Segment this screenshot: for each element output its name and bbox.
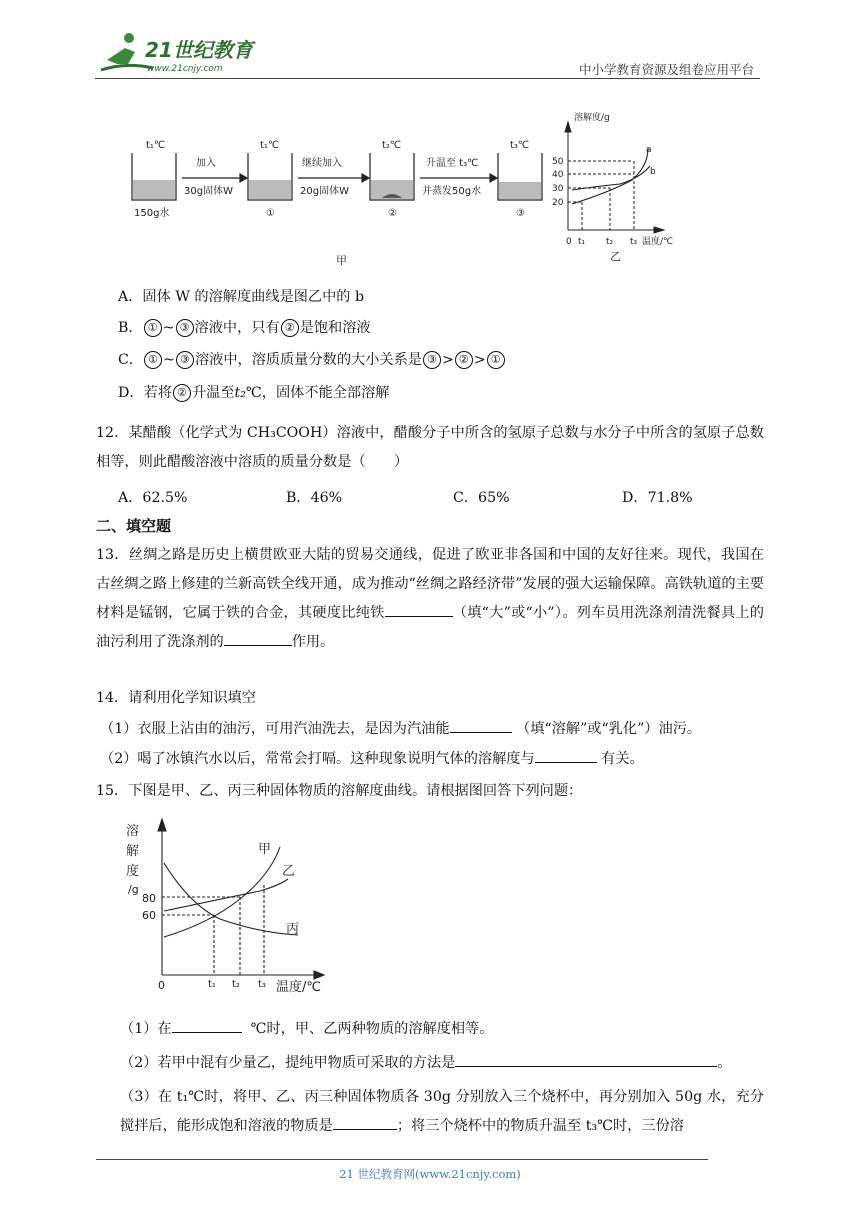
q15-blank-3 <box>333 1115 397 1130</box>
q14-sub-1: （1）衣服上沾由的油污，可用汽油洗去，是因为汽油能 （填“溶解”或“乳化”）油污。 <box>100 718 701 739</box>
yi-ytick-20: 20 <box>552 198 564 208</box>
page-footer[interactable]: 21 世纪教育网(www.21cnjy.com) <box>339 1167 521 1181</box>
yi-xlabel: 温度/℃ <box>642 237 674 247</box>
curve-b <box>572 166 650 190</box>
q15-sub-3: （3）在 t₁℃时，将甲、乙、丙三种固体物质各 30g 分别放入三个烧杯中，再分别加入 50g 水，充分搅拌后，能形成饱和溶液的物质是 ；将三个烧杯中的物质升温至 t₃℃时，三份溶 <box>120 1089 764 1134</box>
figure-jia-yi <box>120 108 700 273</box>
b0-temp: t₁℃ <box>146 140 166 151</box>
q15-xlabel: 温度/℃ <box>276 980 321 995</box>
q15-ylabel-4: /g <box>128 883 139 896</box>
q15-sub-2: （2）若甲中混有少量乙，提纯甲物质可采取的方法是 。 <box>120 1052 732 1073</box>
yi-curve-b-label: b <box>650 167 656 177</box>
q14-blank-2 <box>535 748 597 763</box>
q12-option-b: B．46% <box>286 490 343 506</box>
q12-stem: 12．某醋酸（化学式为 CH₃COOH）溶液中，醋酸分子中所含的氢原子总数与水分子中所含的氢原子总数相等，则此醋酸溶液中溶质的质量分数是（ ） <box>96 425 764 470</box>
arrow2-top: 继续加入 <box>302 158 342 169</box>
q14-stem: 14．请利用化学知识填空 <box>96 690 256 706</box>
yi-ytick-40: 40 <box>552 170 564 180</box>
logo-sub-text: www.21cnjy.com <box>147 64 223 74</box>
arrow1-top: 加入 <box>196 158 216 169</box>
section-heading: 二、填空题 <box>96 517 172 535</box>
q15-xtick-t3: t₃ <box>258 979 266 990</box>
yi-ylabel: 溶解度/g <box>574 113 610 123</box>
q15-stem: 15．下图是甲、乙、丙三种固体物质的溶解度曲线。请根据图回答下列问题： <box>96 783 583 799</box>
q15-ylabel-3: 度 <box>126 864 140 879</box>
logo-main-text: 21世纪教育 <box>145 38 253 62</box>
q15-ylabel-1: 溶 <box>126 824 140 839</box>
q15-curve-bing-label: 丙 <box>286 922 300 937</box>
page-header <box>95 30 760 79</box>
q15-curve-jia-label: 甲 <box>258 842 272 857</box>
q13-blank-1 <box>385 602 453 617</box>
figure-jia-caption: 甲 <box>336 254 347 267</box>
yi-ytick-30: 30 <box>552 184 564 194</box>
arrow3-top: 升温至 t₃℃ <box>426 158 479 169</box>
arrow1-bottom: 30g固体W <box>184 186 233 197</box>
q11-option-d: D．若将 ② 升温至t₂℃，固体不能全部溶解 <box>118 385 390 401</box>
arrow3-bottom: 并蒸发50g水 <box>422 186 482 197</box>
q14-blank-1 <box>450 718 512 733</box>
q11-option-a: A．固体 W 的溶解度曲线是图乙中的 b <box>118 289 365 305</box>
q13-text: 13．丝绸之路是历史上横贯欧亚大陆的贸易交通线，促进了欧亚非各国和中国的友好往来。现代，我国在古丝绸之路上修建的兰新高铁全线开通，成为推动“丝绸之路经济带”发展的强大运输保障。高铁轨道的主要材料是锰钢，它属于铁的合金，其硬度比纯铁 （填“大”或“小”）。列车员用洗涤剂清洗餐具上的油污利用了洗涤剂的 作用。 <box>96 547 764 650</box>
q15-xtick-t2: t₂ <box>232 979 240 990</box>
q15-ytick-60: 60 <box>142 909 156 922</box>
b3-label: ③ <box>516 208 525 219</box>
site-logo <box>95 30 265 76</box>
b0-label: 150g水 <box>134 208 170 219</box>
curve-yi <box>164 879 288 911</box>
curve-bing <box>164 863 298 935</box>
q15-blank-2 <box>455 1052 717 1067</box>
b3-temp: t₃℃ <box>510 140 530 151</box>
b2-label: ② <box>388 208 397 219</box>
footer-rule <box>96 1159 708 1160</box>
q15-ylabel-2: 解 <box>126 844 140 859</box>
q15-origin: 0 <box>158 979 165 992</box>
q12-option-c: C．65% <box>453 490 510 506</box>
b1-temp: t₁℃ <box>260 140 280 151</box>
graph-yi <box>565 122 664 233</box>
q15-blank-1 <box>172 1018 242 1033</box>
q15-sub-1: （1）在 ℃时，甲、乙两种物质的溶解度相等。 <box>120 1018 494 1039</box>
q11-option-b: B． ① ~ ③ 溶液中，只有 ② 是饱和溶液 <box>118 320 371 336</box>
b1-label: ① <box>266 208 275 219</box>
yi-curve-a-label: a <box>646 145 652 155</box>
q14-sub-2: （2）喝了冰镇汽水以后，常常会打嗝。这种现象说明气体的溶解度与 有关。 <box>100 748 644 769</box>
q15-xtick-t1: t₁ <box>208 979 216 990</box>
b2-temp: t₂℃ <box>382 140 402 151</box>
q11-option-c: C． ① ~ ③ 溶液中，溶质质量分数的大小关系是 ③ > ② > ① <box>118 350 506 370</box>
platform-name: 中小学教育资源及组卷应用平台 <box>578 62 754 77</box>
yi-xtick-t3: t₃ <box>630 237 638 247</box>
q12-option-d: D．71.8% <box>622 490 693 506</box>
yi-xtick-t2: t₂ <box>606 237 614 247</box>
yi-xtick-t1: t₁ <box>578 237 586 247</box>
arrow2-bottom: 20g固体W <box>300 186 349 197</box>
yi-ytick-50: 50 <box>552 157 564 167</box>
figure-yi-caption: 乙 <box>610 250 621 263</box>
figure-q15-solubility <box>120 815 335 995</box>
q15-curve-yi-label: 乙 <box>282 864 296 879</box>
yi-origin: 0 <box>566 237 572 247</box>
q12-option-a: A．62.5% <box>118 490 188 506</box>
q13-blank-2 <box>224 631 292 646</box>
curve-jia <box>164 847 280 937</box>
q15-ytick-80: 80 <box>142 892 156 905</box>
